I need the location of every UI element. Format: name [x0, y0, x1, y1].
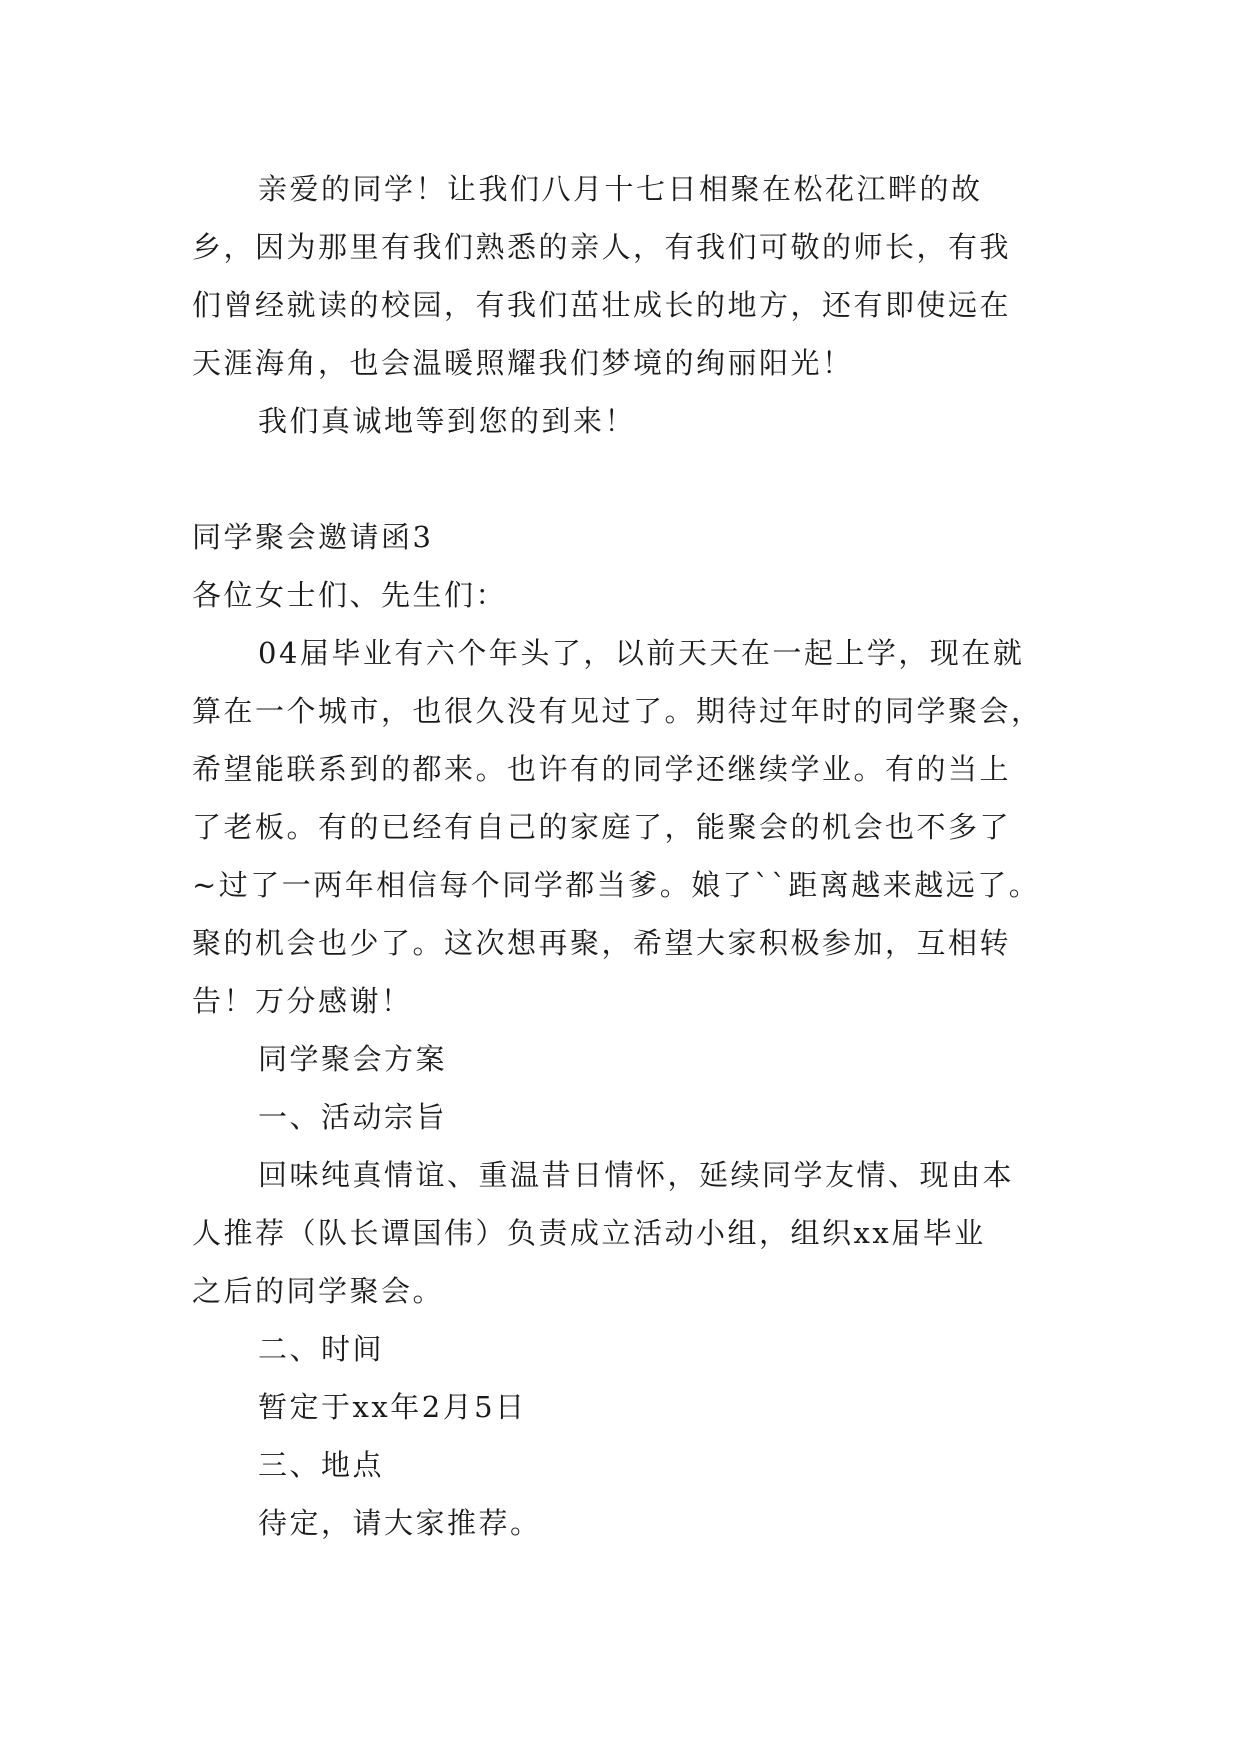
paragraph-line: 人推荐（队长谭国伟）负责成立活动小组，组织xx届毕业: [192, 1216, 986, 1250]
paragraph-line: 待定，请大家推荐。: [258, 1506, 542, 1540]
section-title: 同学聚会邀请函3: [192, 520, 434, 554]
paragraph-line: 聚的机会也少了。这次想再聚，希望大家积极参加，互相转: [192, 926, 1012, 960]
paragraph-line: 希望能联系到的都来。也许有的同学还继续学业。有的当上: [192, 752, 1012, 786]
paragraph-line: 之后的同学聚会。: [192, 1274, 445, 1308]
paragraph-line: 回味纯真情谊、重温昔日情怀，延续同学友情、现由本: [258, 1158, 1015, 1192]
paragraph-line: 们曾经就读的校园，有我们茁壮成长的地方，还有即使远在: [192, 288, 1012, 322]
paragraph-line: 告！万分感谢！: [192, 984, 413, 1018]
paragraph-line: 04届毕业有六个年头了，以前天天在一起上学，现在就: [258, 636, 1025, 670]
plan-heading: 三、地点: [258, 1448, 385, 1482]
plan-heading: 二、时间: [258, 1332, 385, 1366]
document-body: [192, 160, 1052, 1552]
paragraph-line: 我们真诚地等到您的到来！: [258, 404, 637, 438]
paragraph-line: 乡，因为那里有我们熟悉的亲人，有我们可敬的师长，有我: [192, 230, 1012, 264]
paragraph-line: 亲爱的同学！让我们八月十七日相聚在松花江畔的故: [258, 172, 983, 206]
paragraph-line: 算在一个城市，也很久没有见过了。期待过年时的同学聚会，: [192, 694, 1043, 728]
salutation: 各位女士们、先生们：: [192, 578, 508, 612]
blank-line: [192, 450, 1052, 508]
paragraph-line: 暂定于xx年2月5日: [258, 1390, 527, 1424]
paragraph-line: 天涯海角，也会温暖照耀我们梦境的绚丽阳光！: [192, 346, 854, 380]
plan-heading: 一、活动宗旨: [258, 1100, 448, 1134]
plan-title: 同学聚会方案: [258, 1042, 448, 1076]
paragraph-line: 了老板。有的已经有自己的家庭了，能聚会的机会也不多了: [192, 810, 1012, 844]
paragraph-line: ~过了一两年相信每个同学都当爹。娘了``距离越来越远了。: [192, 868, 1041, 902]
